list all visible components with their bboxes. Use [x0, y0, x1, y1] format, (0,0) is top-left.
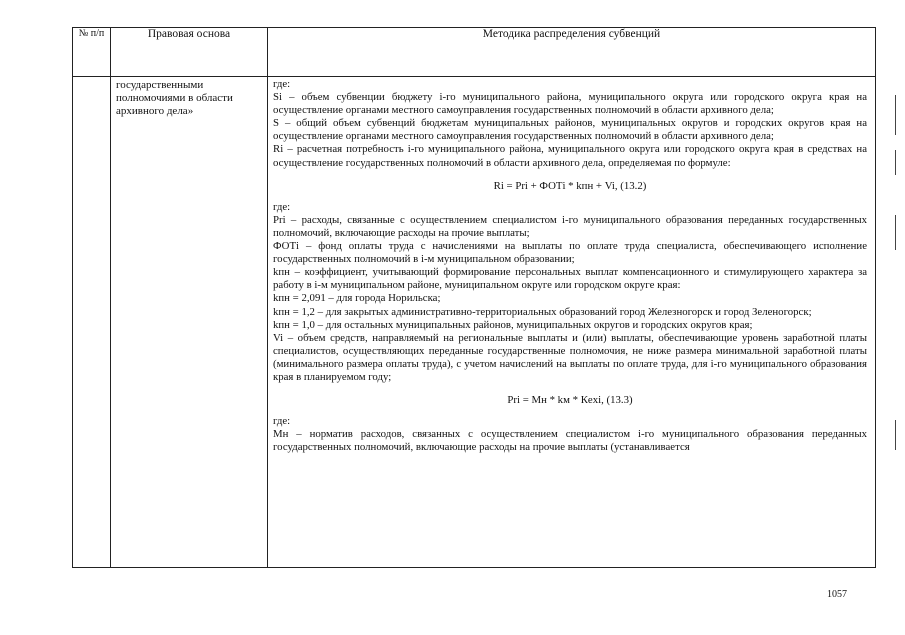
formula-13-2: Ri = Pri + ФОТi * kпн + Vi, (13.2): [493, 179, 647, 192]
method-paragraph: kпн – коэффициент, учитывающий формирование персональных выплат компенсационного и стимулирующего характера за работу в i-м муниципальном районе, муниципальном округе или городском округе края:: [273, 266, 867, 292]
document-table: [72, 27, 876, 568]
cell-methodology: [268, 77, 876, 568]
method-paragraph: ФОТi – фонд оплаты труда с начислениями на выплаты по оплате труда специалиста, обеспечивающего исполнение государственных полномочий в i-м муниципальном образовании;: [273, 240, 867, 266]
method-paragraph: где:: [273, 415, 291, 428]
cell-number: [73, 77, 111, 568]
scan-edge-artifact: [892, 0, 905, 635]
formula-13-3: Pri = Мн * kм * Кexi, (13.3): [507, 394, 633, 407]
methodology-text: [268, 77, 875, 567]
cell-legal-basis: [111, 77, 268, 568]
header-methodology: Методика распределения субвенций: [268, 28, 876, 77]
method-paragraph: kпн = 2,091 – для города Норильска;: [273, 292, 441, 305]
method-paragraph: Si – объем субвенции бюджету i-го муниципального района, муниципального округа или городского округа края на осуществление органами местного самоуправления государственных полномочий в области архивного дела;: [273, 91, 867, 117]
table-header-row: [73, 28, 876, 77]
method-paragraph: Ri – расчетная потребность i-го муниципального района, муниципального округа или городского округа края в средствах на осуществление государственных полномочий в области архивного дела, определяемая по формуле:: [273, 143, 867, 169]
header-number: № п/п: [73, 28, 111, 77]
header-legal-basis: Правовая основа: [111, 28, 268, 77]
method-paragraph: S – общий объем субвенций бюджетам муниципальных районов, муниципальных округов и городских округов края на осуществление органами местного самоуправления государственных полномочий в области архивного дела;: [273, 117, 867, 143]
legal-basis-text: государственными полномочиями в области архивного дела»: [116, 79, 233, 118]
method-paragraph: Vi – объем средств, направляемый на региональные выплаты и (или) выплаты, обеспечивающие уровень заработной платы специалистов, осуществляющих переданные государственные полномочия, не ниже размера минимальной заработной платы (минимального размера оплаты труда), с учетом начислений на выплаты по оплате труда, для i-го муниципального образования края в планируемом году;: [273, 331, 867, 383]
method-paragraph: Мн – норматив расходов, связанных с осуществлением специалистом i-го муниципального образования переданных государственных полномочий, включающие расходы на прочие выплаты (устанавливается: [273, 428, 867, 454]
table-row: [73, 77, 876, 568]
method-paragraph: где:: [273, 200, 291, 213]
method-paragraph: kпн = 1,0 – для остальных муниципальных районов, муниципальных округов и городских округов края;: [273, 318, 753, 331]
method-paragraph: Pri – расходы, связанные с осуществлением специалистом i-го муниципального образования переданных государственных полномочий, включающие расходы на прочие выплаты;: [273, 213, 867, 239]
page-number: 1057: [827, 589, 847, 600]
method-paragraph: где:: [273, 78, 291, 90]
method-paragraph: kпн = 1,2 – для закрытых административно-территориальных образований город Железногорск и город Зеленогорск;: [273, 305, 812, 318]
